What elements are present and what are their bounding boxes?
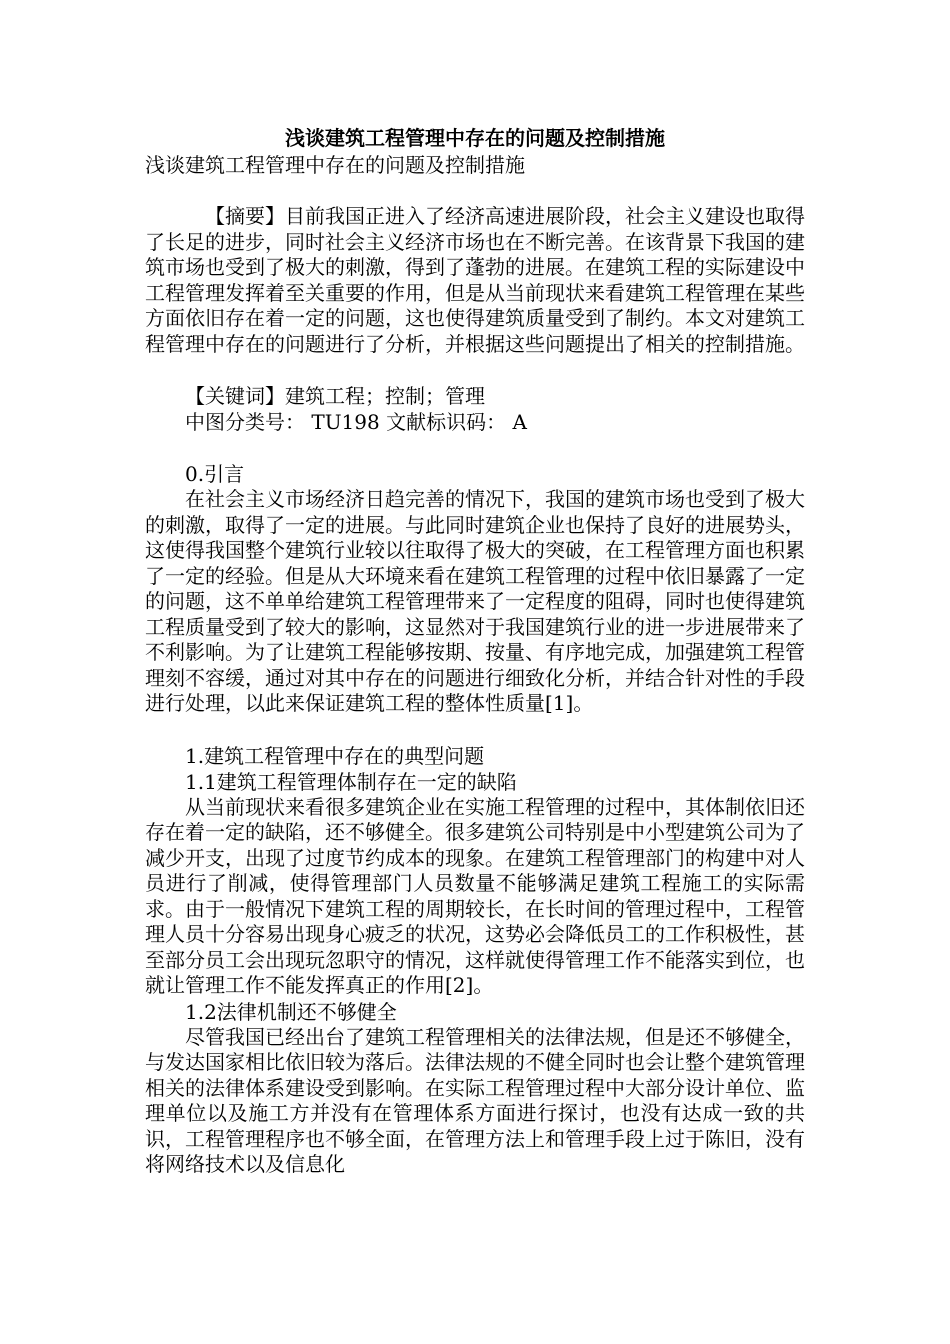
spacer [145, 717, 805, 743]
section-1-2-paragraph: 尽管我国已经出台了建筑工程管理相关的法律法规，但是还不够健全，与发达国家相比依旧较为落后。法律法规的不健全同时也会让整个建筑管理相关的法律体系建设受到影响。在实际工程管理过程中大部分设计单位、监理单位以及施工方并没有在管理体系方面进行探讨，也没有达成一致的共识，工程管理程序也不够全面，在管理方法上和管理手段上过于陈旧，没有将网络技术以及信息化 [145, 1024, 805, 1176]
introduction-paragraph: 在社会主义市场经济日趋完善的情况下，我国的建筑市场也受到了极大的刺激，取得了一定的进展。与此同时建筑企业也保持了良好的进展势头，这使得我国整个建筑行业较以往取得了极大的突破，在工程管理方面也积累了一定的经验。但是从大环境来看在建筑工程管理的过程中依旧暴露了一定的问题，这不单单给建筑工程管理带来了一定程度的阻碍，同时也使得建筑工程质量受到了较大的影响，这显然对于我国建筑行业的进一步进展带来了不利影响。为了让建筑工程能够按期、按量、有序地完成，加强建筑工程管理刻不容缓，通过对其中存在的问题进行细致化分析，并结合针对性的手段进行处理，以此来保证建筑工程的整体性质量[1]。 [145, 487, 805, 715]
keywords-line: 【关键词】建筑工程；控制；管理 [185, 384, 485, 408]
section-heading-1: 1.建筑工程管理中存在的典型问题 [185, 743, 485, 768]
section-heading-introduction: 0.引言 [185, 462, 245, 486]
document-subtitle: 浅谈建筑工程管理中存在的问题及控制措施 [145, 153, 525, 177]
section-heading-1-2: 1.2法律机制还不够健全 [185, 999, 397, 1024]
spacer [145, 178, 805, 204]
classification-line: 中图分类号： TU198 文献标识码： A [185, 410, 527, 434]
section-1-1-paragraph: 从当前现状来看很多建筑企业在实施工程管理的过程中，其体制依旧还存在着一定的缺陷，还不够健全。很多建筑公司特别是中小型建筑公司为了减少开支，出现了过度节约成本的现象。在建筑工程管理部门的构建中对人员进行了削减，使得管理部门人员数量不能够满足建筑工程施工的实际需求。由于一般情况下建筑工程的周期较长，在长时间的管理过程中，工程管理人员十分容易出现身心疲乏的状况，这势必会降低员工的工作积极性，甚至部分员工会出现玩忽职守的情况，这样就使得管理工作不能落实到位，也就让管理工作不能发挥真正的作用[2]。 [145, 794, 805, 997]
document-title: 浅谈建筑工程管理中存在的问题及控制措施 [285, 126, 665, 150]
abstract-paragraph: 【摘要】目前我国正进入了经济高速进展阶段，社会主义建设也取得了长足的进步，同时社会主义经济市场也在不断完善。在该背景下我国的建筑市场也受到了极大的刺激，得到了蓬勃的进展。在建筑工程的实际建设中工程管理发挥着至关重要的作用，但是从当前现状来看建筑工程管理在某些方面依旧存在着一定的问题，这也使得建筑质量受到了制约。本文对建筑工程管理中存在的问题进行了分析，并根据这些问题提出了相关的控制措施。 [145, 204, 805, 356]
section-heading-1-1: 1.1建筑工程管理体制存在一定的缺陷 [185, 769, 517, 794]
spacer [145, 435, 805, 461]
document-page [145, 124, 805, 1178]
spacer [145, 357, 805, 383]
